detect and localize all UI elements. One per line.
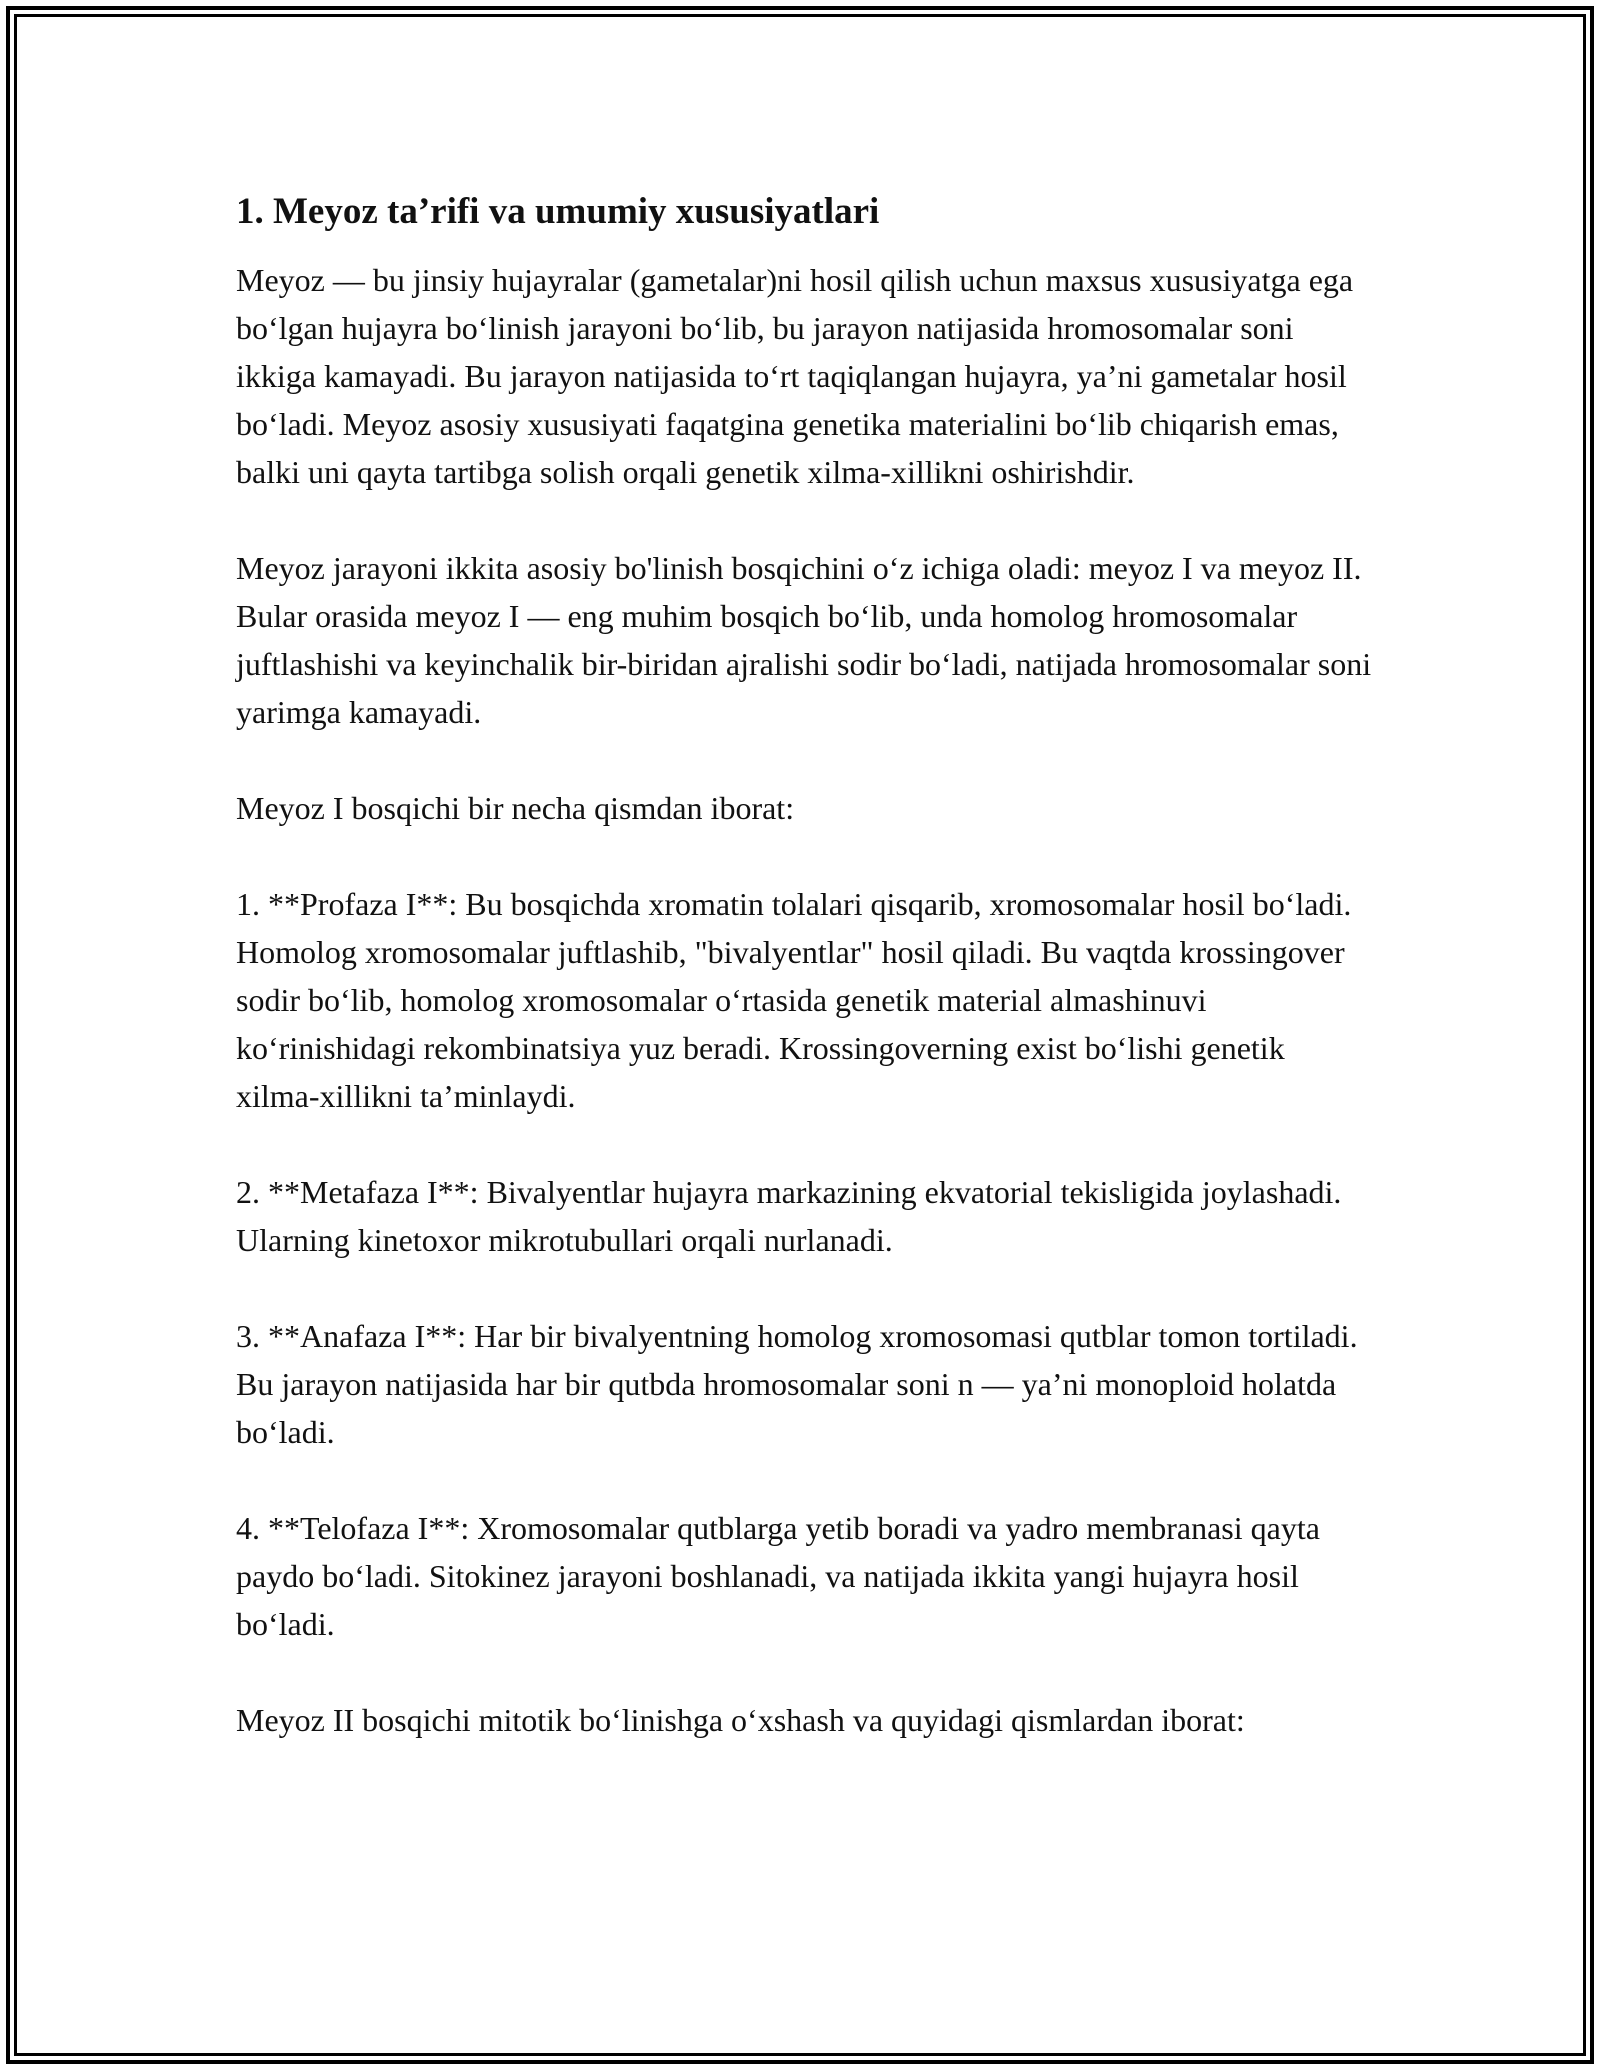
document-body — [236, 188, 1376, 1792]
paragraph-definition: Meyoz — bu jinsiy hujayralar (gametalar)ni hosil qilish uchun maxsus xususiyatga ega bo‘lgan hujayra bo‘linish jarayoni bo‘lib, bu jarayon natijasida hromosomalar soni ikkiga kamayadi. Bu jarayon natijasida to‘rt taqiqlangan hujayra, ya’ni gametalar hosil bo‘ladi. Meyoz asosiy xususiyati faqatgina genetika materialini bo‘lib chiqarish emas, balki uni qayta tartibga solish orqali genetik xilma-xillikni oshirishdir. — [236, 262, 1354, 490]
paragraph-anaphase-1: 3. **Anafaza I**: Har bir bivalyentning homolog xromosomasi qutblar tomon tortiladi. Bu jarayon natijasida har bir qutbda hromosomalar soni n — ya’ni monoploid holatda bo‘ladi. — [236, 1318, 1358, 1450]
paragraph-metaphase-1: 2. **Metafaza I**: Bivalyentlar hujayra markazining ekvatorial tekisligida joylashadi. Ularning kinetoxor mikrotubullari orqali nurlanadi. — [236, 1174, 1342, 1258]
paragraph-stages-overview: Meyoz jarayoni ikkita asosiy bo'linish bosqichini o‘z ichiga oladi: meyoz I va meyoz II. Bular orasida meyoz I — eng muhim bosqich bo‘lib, unda homolog hromosomalar juftlashishi va keyinchalik bir-biridan ajralishi sodir bo‘ladi, natijada hromosomalar soni yarimga kamayadi. — [236, 550, 1372, 730]
paragraph-meiosis-2-intro: Meyoz II bosqichi mitotik bo‘linishga o‘xshash va quyidagi qismlardan iborat: — [236, 1702, 1245, 1738]
paragraph-telophase-1: 4. **Telofaza I**: Xromosomalar qutblarga yetib boradi va yadro membranasi qayta paydo bo‘ladi. Sitokinez jarayoni boshlanadi, va natijada ikkita yangi hujayra hosil bo‘ladi. — [236, 1510, 1320, 1642]
paragraph-meiosis-1-intro: Meyoz I bosqichi bir necha qismdan iborat: — [236, 790, 795, 826]
section-title: 1. Meyoz ta’rifi va umumiy xususiyatlari — [236, 191, 880, 232]
paragraph-prophase-1: 1. **Profaza I**: Bu bosqichda xromatin tolalari qisqarib, xromosomalar hosil bo‘ladi. Homolog xromosomalar juftlashib, "bivalyentlar" hosil qiladi. Bu vaqtda krossingover sodir bo‘lib, homolog xromosomalar o‘rtasida genetik material almashinuvi ko‘rinishidagi rekombinatsiya yuz beradi. Krossingoverning exist bo‘lishi genetik xilma-xillikni ta’minlaydi. — [236, 886, 1352, 1114]
